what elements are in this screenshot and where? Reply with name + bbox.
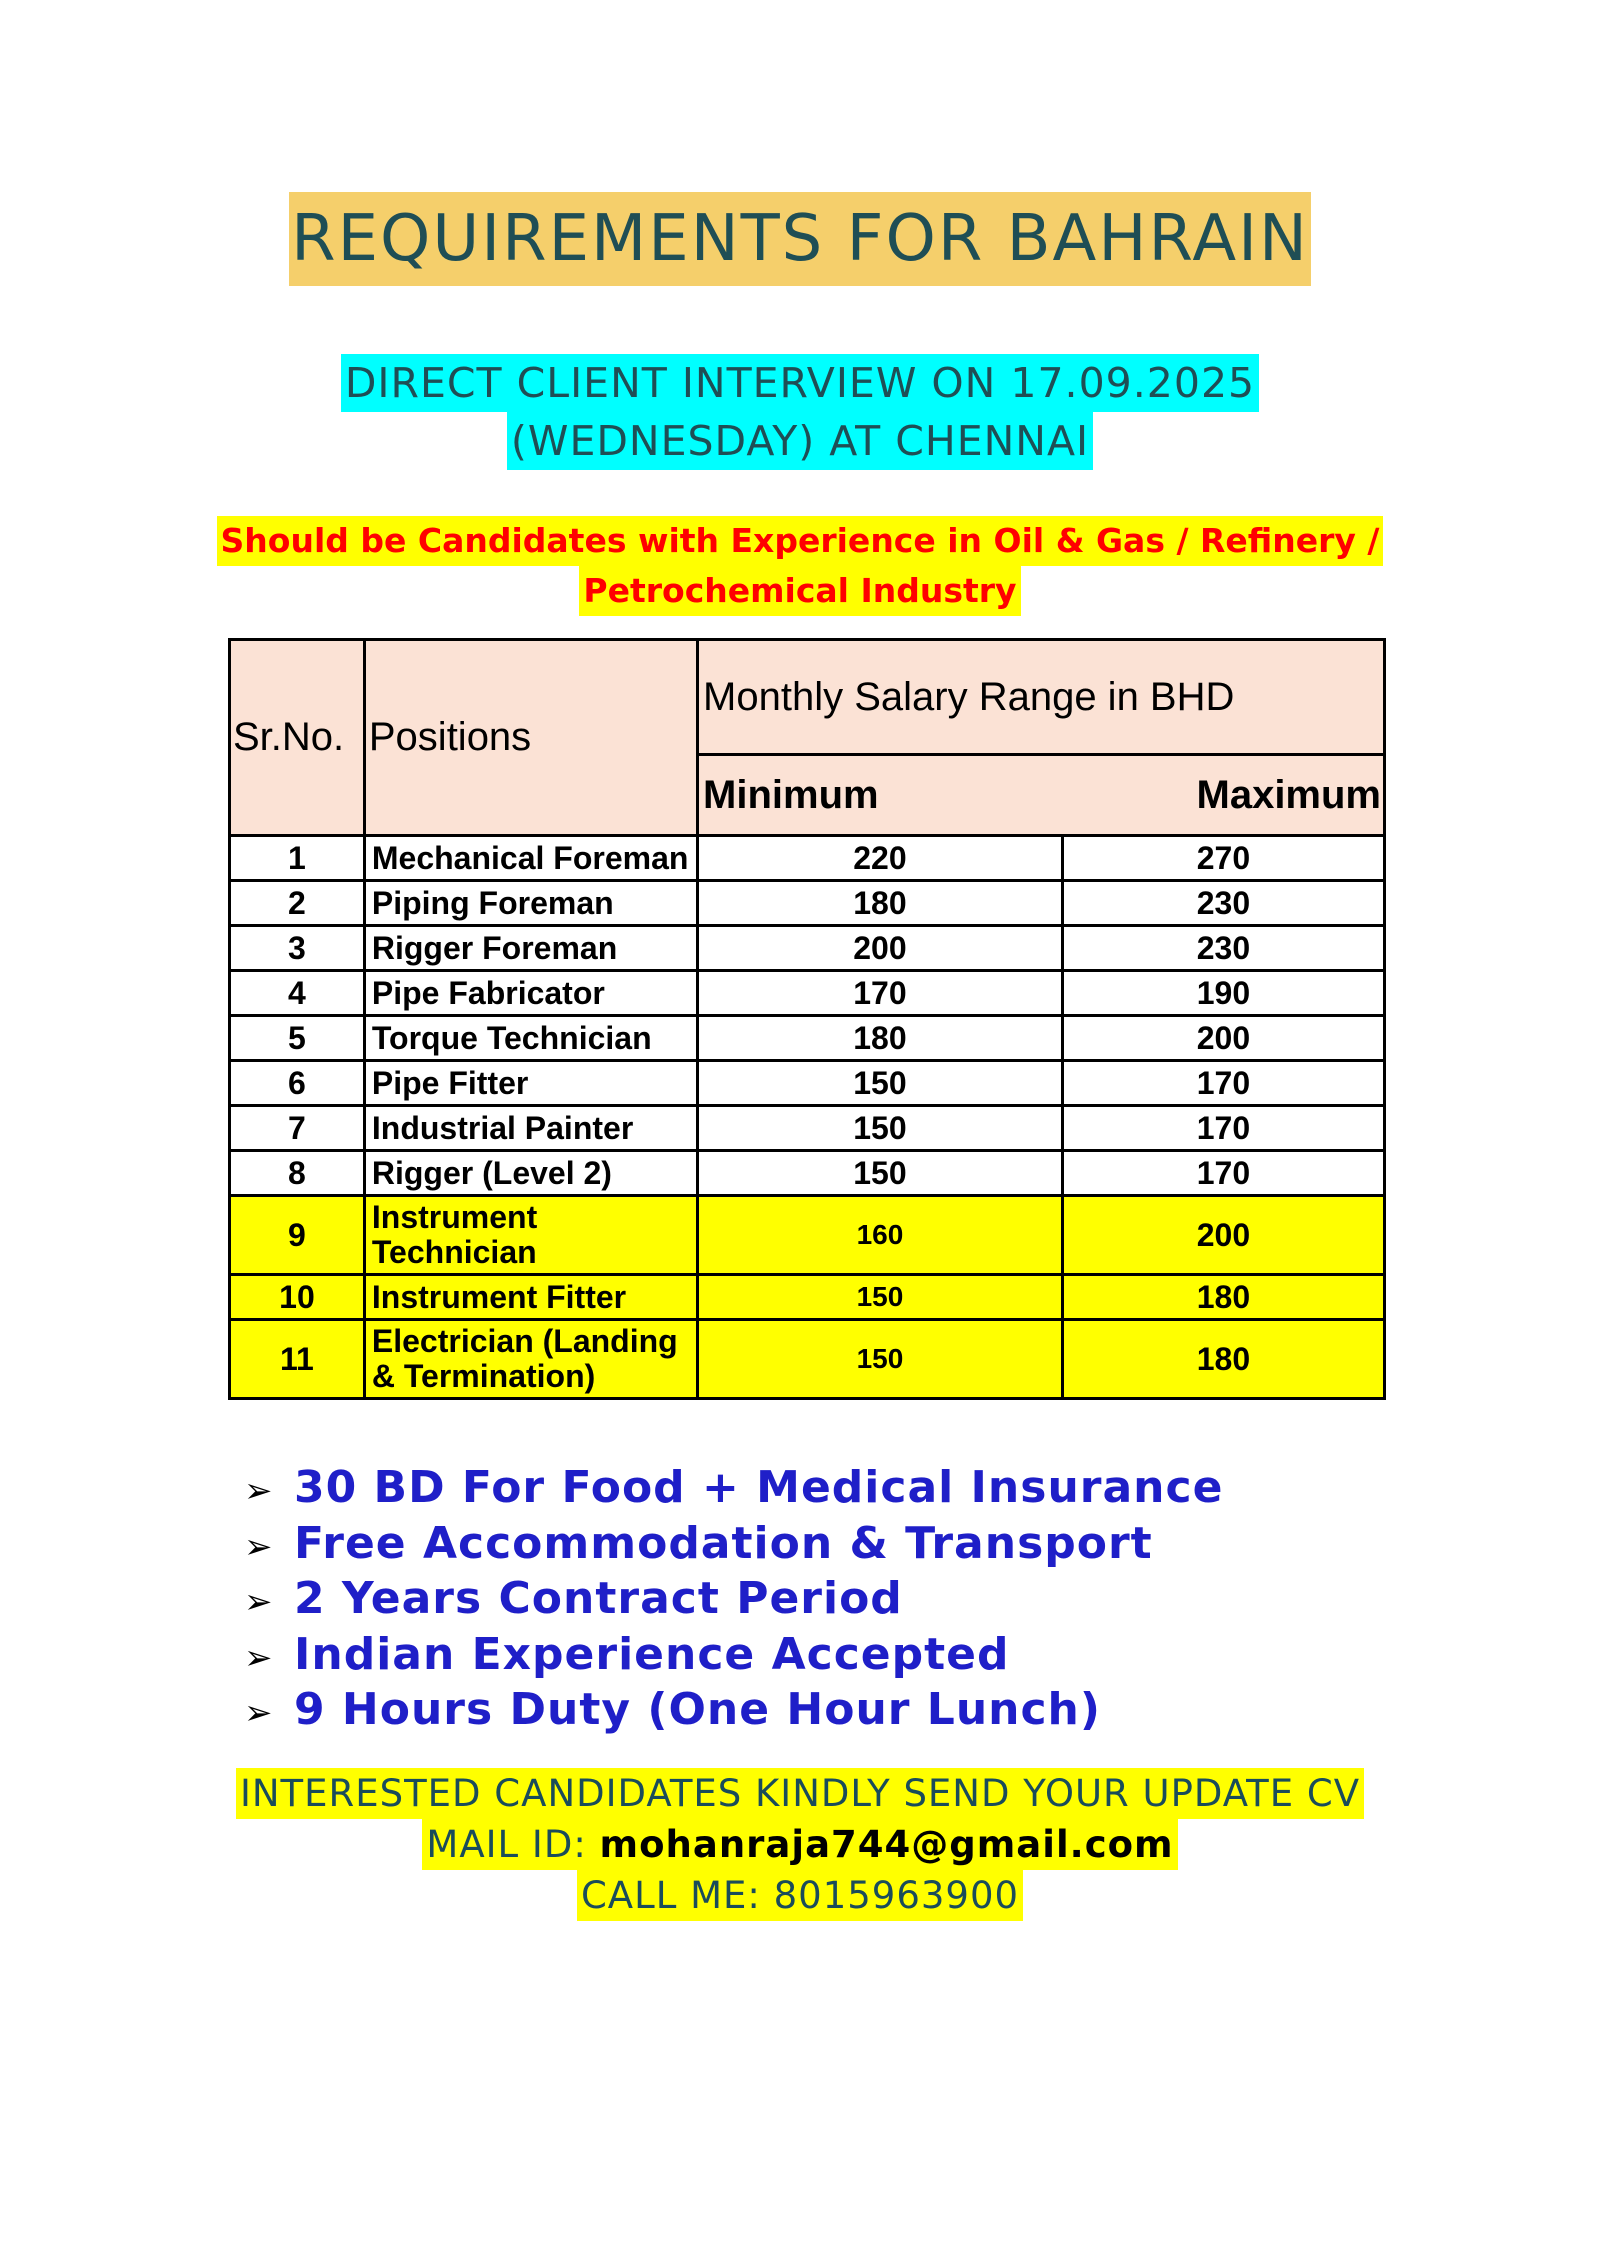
mail-line <box>422 1819 1177 1870</box>
position-line-1: Electrician (Landing <box>371 1323 678 1359</box>
row-position: Pipe Fitter <box>364 1061 697 1106</box>
table-row-highlighted <box>230 1320 1385 1399</box>
benefit-text: 30 BD For Food + Medical Insurance <box>294 1462 1224 1513</box>
mail-label: MAIL ID: <box>426 1823 587 1866</box>
row-max: 270 <box>1062 836 1384 881</box>
row-srno: 1 <box>230 836 365 881</box>
row-min: 160 <box>698 1196 1063 1275</box>
table-row <box>230 836 1385 881</box>
row-max: 190 <box>1062 971 1384 1016</box>
row-srno: 2 <box>230 881 365 926</box>
interview-banner <box>0 354 1600 470</box>
row-min: 150 <box>698 1275 1063 1320</box>
row-srno: 6 <box>230 1061 365 1106</box>
row-srno: 3 <box>230 926 365 971</box>
header-minimum: Minimum <box>698 755 1063 836</box>
benefit-item <box>244 1629 1223 1685</box>
row-min: 150 <box>698 1106 1063 1151</box>
row-srno: 5 <box>230 1016 365 1061</box>
row-min: 220 <box>698 836 1063 881</box>
benefit-item <box>244 1684 1223 1740</box>
row-srno: 7 <box>230 1106 365 1151</box>
row-position: Instrument Fitter <box>364 1275 697 1320</box>
table-row <box>230 881 1385 926</box>
row-min: 180 <box>698 881 1063 926</box>
row-position: Industrial Painter <box>364 1106 697 1151</box>
row-position: Mechanical Foreman <box>364 836 697 881</box>
salary-table <box>228 638 1386 1400</box>
benefit-item <box>244 1573 1223 1629</box>
row-position: Rigger (Level 2) <box>364 1151 697 1196</box>
table-row <box>230 1016 1385 1061</box>
benefit-item <box>244 1462 1223 1518</box>
table-row <box>230 1061 1385 1106</box>
header-srno: Sr.No. <box>230 640 365 836</box>
page-title: REQUIREMENTS FOR BAHRAIN <box>289 192 1311 286</box>
row-srno: 11 <box>230 1320 365 1399</box>
header-salary-range: Monthly Salary Range in BHD <box>698 640 1385 755</box>
row-min: 150 <box>698 1320 1063 1399</box>
row-max: 180 <box>1062 1275 1384 1320</box>
row-min: 150 <box>698 1151 1063 1196</box>
row-max: 170 <box>1062 1106 1384 1151</box>
header-maximum: Maximum <box>1062 755 1384 836</box>
row-position: Torque Technician <box>364 1016 697 1061</box>
row-min: 170 <box>698 971 1063 1016</box>
contact-block <box>0 1768 1600 1921</box>
benefit-text: Free Accommodation & Transport <box>294 1517 1153 1569</box>
benefit-text: 9 Hours Duty (One Hour Lunch) <box>294 1684 1101 1735</box>
row-position: Rigger Foreman <box>364 926 697 971</box>
position-line-1: Instrument <box>371 1199 538 1235</box>
row-srno: 9 <box>230 1196 365 1275</box>
row-max: 200 <box>1062 1196 1384 1275</box>
interview-line-1: DIRECT CLIENT INTERVIEW ON 17.09.2025 <box>341 354 1259 412</box>
row-position <box>364 1196 697 1275</box>
arrow-bullet-icon: ➢ <box>244 1637 274 1678</box>
arrow-bullet-icon: ➢ <box>244 1693 274 1733</box>
row-min: 200 <box>698 926 1063 971</box>
header-positions: Positions <box>364 640 697 836</box>
arrow-bullet-icon: ➢ <box>244 1471 274 1511</box>
row-srno: 10 <box>230 1275 365 1320</box>
benefit-item <box>244 1518 1223 1574</box>
notice-line-2: Petrochemical Industry <box>579 566 1020 616</box>
row-srno: 4 <box>230 971 365 1016</box>
table-row-highlighted <box>230 1275 1385 1320</box>
experience-notice <box>0 516 1600 616</box>
table-row <box>230 926 1385 971</box>
row-position: Piping Foreman <box>364 881 697 926</box>
benefits-list <box>244 1462 1223 1740</box>
call-line <box>577 1870 1023 1921</box>
page-title-block <box>0 192 1600 286</box>
table-row <box>230 1151 1385 1196</box>
table-header-row <box>230 640 1385 755</box>
table-row <box>230 1106 1385 1151</box>
position-line-2: & Termination) <box>371 1358 596 1394</box>
row-position <box>364 1320 697 1399</box>
row-max: 230 <box>1062 881 1384 926</box>
phone-number[interactable]: 8015963900 <box>773 1874 1020 1917</box>
row-srno: 8 <box>230 1151 365 1196</box>
row-max: 180 <box>1062 1320 1384 1399</box>
table-row <box>230 971 1385 1016</box>
row-min: 150 <box>698 1061 1063 1106</box>
position-line-2: Technician <box>371 1234 537 1270</box>
table-row-highlighted <box>230 1196 1385 1275</box>
notice-line-1: Should be Candidates with Experience in Oil & Gas / Refinery / <box>217 516 1384 566</box>
interview-line-2: (WEDNESDAY) AT CHENNAI <box>507 412 1093 470</box>
row-max: 200 <box>1062 1016 1384 1061</box>
row-max: 170 <box>1062 1061 1384 1106</box>
row-position: Pipe Fabricator <box>364 971 697 1016</box>
arrow-bullet-icon: ➢ <box>244 1582 274 1622</box>
call-label: CALL ME: <box>580 1874 761 1917</box>
contact-line-1: INTERESTED CANDIDATES KINDLY SEND YOUR UPDATE CV <box>236 1768 1364 1819</box>
benefit-text: Indian Experience Accepted <box>294 1628 1010 1680</box>
row-max: 230 <box>1062 926 1384 971</box>
arrow-bullet-icon: ➢ <box>244 1526 274 1567</box>
row-max: 170 <box>1062 1151 1384 1196</box>
email-link[interactable]: mohanraja744@gmail.com <box>599 1823 1174 1866</box>
benefit-text: 2 Years Contract Period <box>294 1573 903 1624</box>
row-min: 180 <box>698 1016 1063 1061</box>
